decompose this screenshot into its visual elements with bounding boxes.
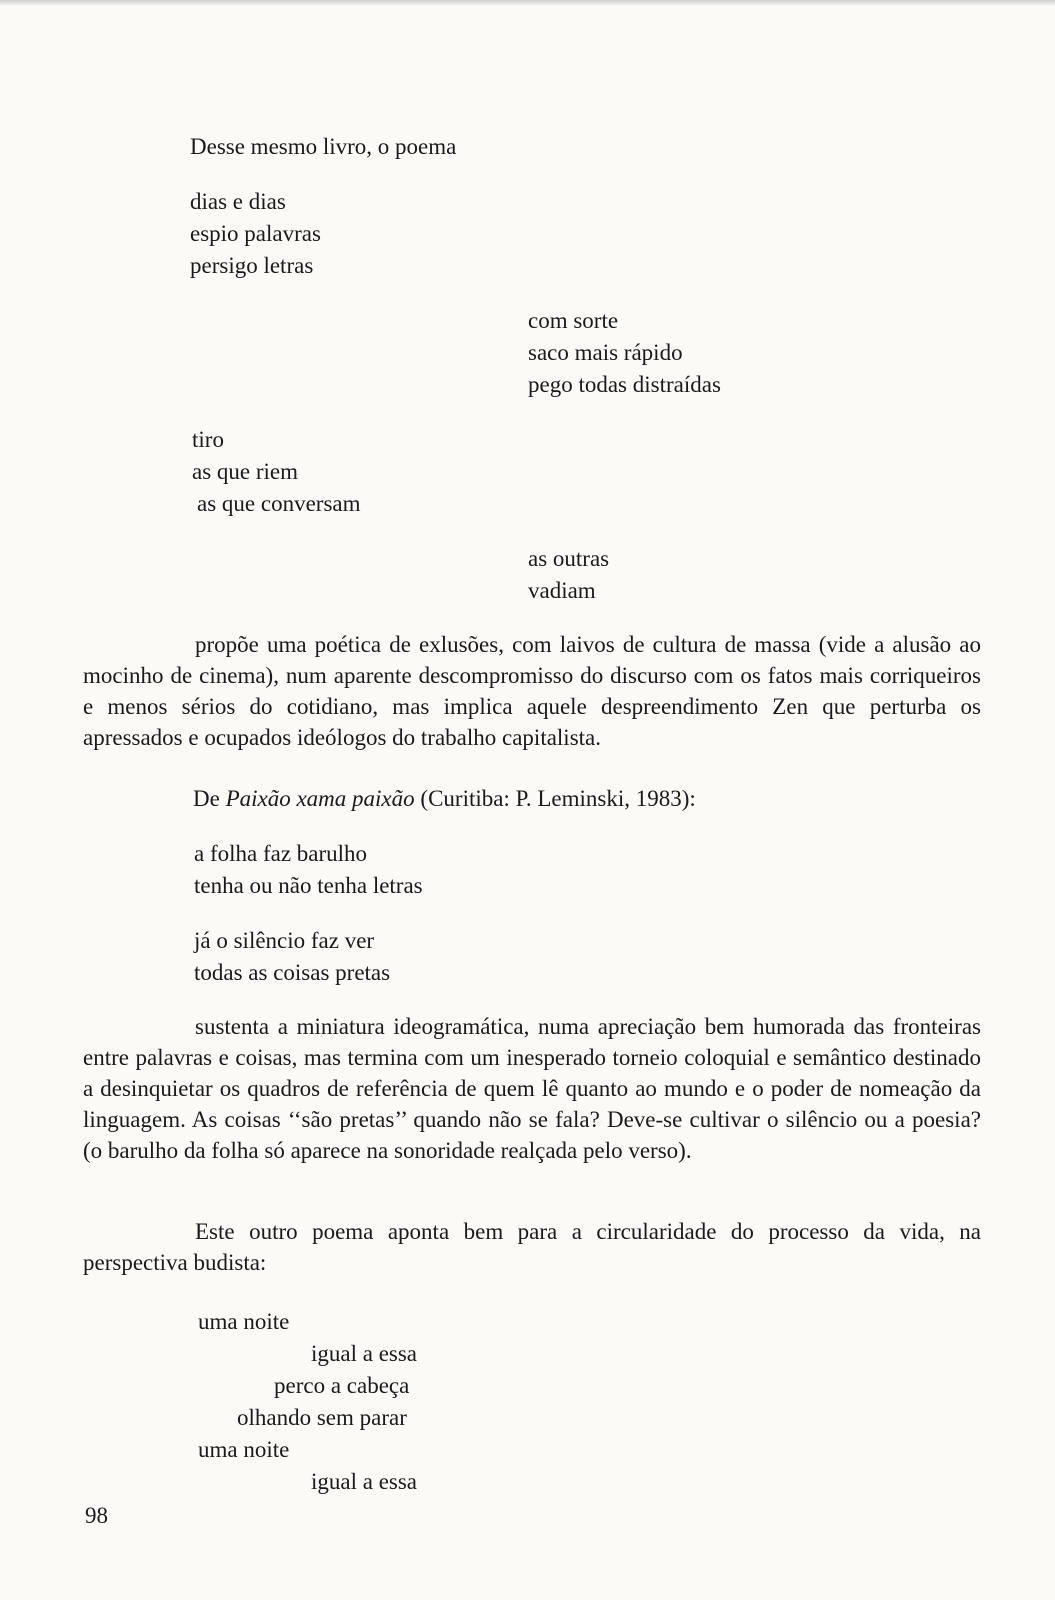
poem2-line: já o silêncio faz ver <box>194 928 375 953</box>
poem3-line: igual a essa <box>311 1341 418 1366</box>
citation-title: Paixão xama paixão <box>225 786 415 811</box>
poem3-line: olhando sem parar <box>237 1405 407 1430</box>
poem1-line: saco mais rápido <box>528 340 683 365</box>
poem1-line: tiro <box>192 427 224 452</box>
poem1-line: as que conversam <box>197 491 361 516</box>
citation-suffix: (Curitiba: P. Leminski, 1983): <box>414 786 696 811</box>
poem2-line: todas as coisas pretas <box>194 960 391 985</box>
scan-edge <box>0 0 1055 6</box>
poem1-line: vadiam <box>528 578 596 603</box>
paragraph-3-text: Este outro poema aponta bem para a circularidade do processo da vida, na perspectiva budista: <box>83 1219 981 1275</box>
poem1-line: as que riem <box>192 459 299 484</box>
poem1-line: com sorte <box>528 308 619 333</box>
poem1-line: pego todas distraídas <box>528 372 721 397</box>
paragraph-1-text: propõe uma poética de exlusões, com laivos de cultura de massa (vide a alusão ao mocinho de cinema), num aparente descompromisso do discurso com os fatos mais corriqueiros e menos sérios do cotidiano, mas implica aquele despreendimento Zen que perturba os apressados e ocupados ideólogos do trabalho capitalista. <box>83 632 981 750</box>
poem2-line: a folha faz barulho <box>194 841 368 866</box>
intro-line: Desse mesmo livro, o poema <box>190 134 457 159</box>
poem3-line: uma noite <box>198 1309 290 1334</box>
citation <box>193 785 696 813</box>
poem3-line: perco a cabeça <box>274 1373 410 1398</box>
paragraph-2-text: sustenta a miniatura ideogramática, numa apreciação bem humorada das fronteiras entre palavras e coisas, mas termina com um inesperado torneio coloquial e semântico destinado a desinquietar os quadros de referência de quem lê quanto ao mundo e o poder de nomeação da linguagem. As coisas ‘‘são pretas’’ quando não se fala? Deve-se cultivar o silêncio ou a poesia? (o barulho da folha só aparece na sonoridade realçada pelo verso). <box>83 1014 981 1163</box>
poem1-line: dias e dias <box>190 189 286 214</box>
page-number: 98 <box>85 1503 108 1528</box>
poem3-line: igual a essa <box>311 1469 418 1494</box>
paragraph-3 <box>83 1216 981 1278</box>
poem1-line: as outras <box>528 546 610 571</box>
citation-prefix: De <box>193 786 226 811</box>
poem2-line: tenha ou não tenha letras <box>194 873 423 898</box>
paragraph-2 <box>83 1011 981 1166</box>
poem1-line: persigo letras <box>190 253 314 278</box>
poem3-line: uma noite <box>198 1437 290 1462</box>
poem1-line: espio palavras <box>190 221 321 246</box>
paragraph-1 <box>83 629 981 753</box>
